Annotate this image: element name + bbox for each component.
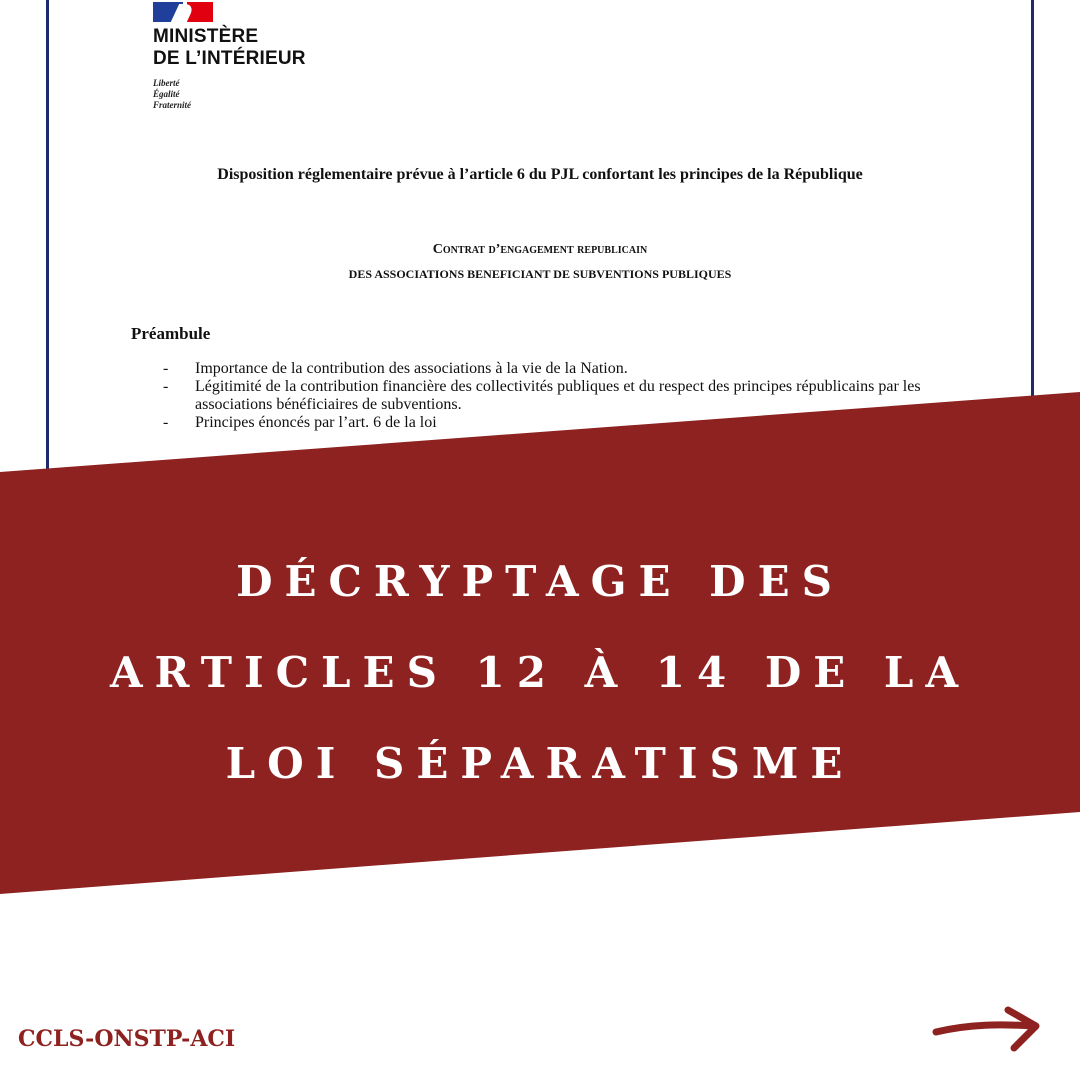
motto-fraternite: Fraternité xyxy=(153,100,192,110)
ministry-name xyxy=(153,26,353,70)
brand-label: CCLS-ONSTP-ACI xyxy=(18,1026,236,1052)
list-item: - Principes énoncés par l’art. 6 de la loi xyxy=(163,414,437,431)
headline xyxy=(0,536,1080,809)
ministry-name-line1: MINISTÈRE xyxy=(153,26,259,47)
marianne-flag-icon xyxy=(153,2,213,22)
republic-motto xyxy=(153,78,191,111)
list-item: - Légitimité de la contribution financière des collectivités publiques et du respect des principes républicains par les associations bénéficiaires de subventions. xyxy=(163,378,921,413)
motto-egalite: Égalité xyxy=(153,89,180,99)
motto-liberte: Liberté xyxy=(153,78,180,88)
contract-title-line1: Contrat d’engagement republicain xyxy=(432,242,648,257)
headline-line3: LOI SÉPARATISME xyxy=(225,739,855,788)
disposition-title: Disposition réglementaire prévue à l’article 6 du PJL confortant les principes de la République xyxy=(217,166,863,183)
contract-title-line2: DES ASSOCIATIONS BENEFICIANT DE SUBVENTIONS PUBLIQUES xyxy=(348,267,732,281)
headline-line2: ARTICLES 12 À 14 DE LA xyxy=(109,648,971,697)
preamble-heading: Préambule xyxy=(131,324,211,343)
list-item: - Importance de la contribution des associations à la vie de la Nation. xyxy=(163,360,628,377)
headline-line1: DÉCRYPTAGE DES xyxy=(236,557,844,606)
arrow-right-icon[interactable] xyxy=(930,1002,1042,1058)
ministry-name-line2: DE L’INTÉRIEUR xyxy=(153,48,306,69)
